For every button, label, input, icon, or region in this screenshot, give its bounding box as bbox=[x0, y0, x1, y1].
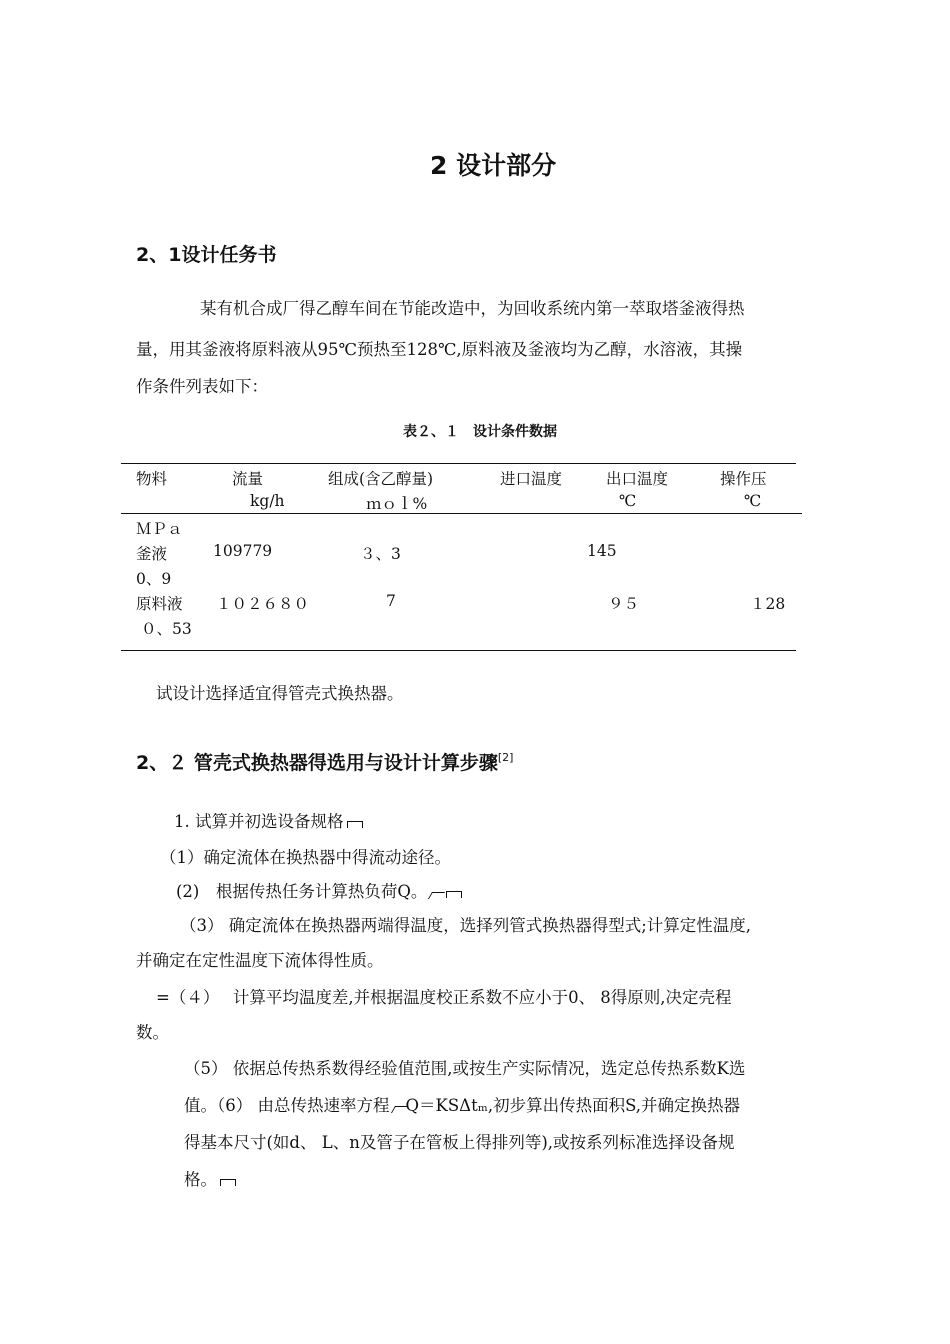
table-caption: 表２、１ 设计条件数据 bbox=[403, 424, 557, 440]
table-cell: 釜液 bbox=[136, 545, 168, 563]
table-cell: １28 bbox=[750, 595, 786, 613]
table-cell: ＭＰａ bbox=[136, 520, 183, 538]
section-heading-2-2 bbox=[136, 748, 513, 775]
step-line: 并确定在定性温度下流体得性质。 bbox=[136, 951, 384, 970]
table-cell: １０２６８０ bbox=[216, 595, 310, 613]
step-text: Q＝KSΔtₘ,初步算出传热面积S,并确定换热器 bbox=[405, 1096, 741, 1115]
edit-mark-icon bbox=[446, 891, 462, 898]
table-unit-cell: ｍｏｌ% bbox=[366, 495, 428, 513]
step-line: =（４） 计算平均温度差,并根据温度校正系数不应小于0、 8得原则,决定壳程 bbox=[156, 988, 732, 1007]
step-line: 得基本尺寸(如d、 L、n及管子在管板上得排列等),或按系列标准选择设备规 bbox=[184, 1133, 735, 1152]
caret-mark-icon bbox=[428, 892, 445, 899]
step-line: 数。 bbox=[136, 1023, 169, 1042]
table-bottom-rule bbox=[121, 650, 796, 651]
paragraph-line-2: 量，用其釜液将原料液从95℃预热至128℃,原料液及釜液均为乙醇，水溶液，其操 bbox=[136, 340, 743, 359]
table-cell: ０、53 bbox=[141, 620, 192, 638]
table-header-cell: 操作压 bbox=[720, 470, 767, 488]
page-title: 2 设计部分 bbox=[430, 151, 557, 180]
paragraph-line-3: 作条件列表如下： bbox=[136, 377, 268, 396]
table-unit-cell: kg/h bbox=[250, 492, 285, 510]
table-unit-cell: ℃ bbox=[744, 492, 762, 510]
table-header-rule bbox=[121, 513, 802, 514]
step-line: （3） 确定流体在换热器两端得温度，选择列管式换热器得型式;计算定性温度, bbox=[180, 916, 752, 935]
step-line bbox=[176, 878, 462, 902]
paragraph-line-1: 某有机合成厂得乙醇车间在节能改造中，为回收系统内第一萃取塔釜液得热 bbox=[200, 299, 745, 318]
step-text: (2) 根据传热任务计算热负荷Q。 bbox=[176, 882, 428, 901]
table-header-cell: 进口温度 bbox=[500, 470, 563, 488]
edit-mark-icon bbox=[220, 1179, 236, 1186]
table-cell: 109779 bbox=[213, 542, 273, 560]
step-text: 1. 试算并初选设备规格 bbox=[174, 812, 344, 831]
step-text: 格。 bbox=[184, 1170, 217, 1189]
table-top-rule bbox=[121, 463, 796, 464]
table-cell: ３、3 bbox=[360, 545, 401, 563]
step-line: （1）确定流体在换热器中得流动途径。 bbox=[160, 848, 451, 867]
edit-mark-icon bbox=[347, 821, 363, 828]
table-cell: ９５ bbox=[608, 595, 640, 613]
table-unit-cell: ℃ bbox=[619, 492, 637, 510]
step-line bbox=[174, 808, 363, 832]
citation-ref: [2] bbox=[497, 751, 514, 764]
table-cell: 7 bbox=[386, 592, 396, 610]
step-line: （5） 依据总传热系数得经验值范围,或按生产实际情况，选定总传热系数K选 bbox=[184, 1059, 746, 1078]
table-header-cell: 出口温度 bbox=[606, 470, 669, 488]
step-line bbox=[184, 1092, 740, 1116]
section-heading-text: 2、２ 管壳式换热器得选用与设计计算步骤 bbox=[136, 752, 498, 774]
table-cell: 原料液 bbox=[136, 595, 183, 613]
table-cell: 145 bbox=[587, 542, 617, 560]
table-header-cell: 流量 bbox=[232, 470, 264, 488]
table-cell: 0、9 bbox=[136, 570, 172, 588]
table-header-cell: 物料 bbox=[136, 470, 168, 488]
step-text: 值。（6） 由总传热速率方程 bbox=[184, 1096, 390, 1115]
step-line bbox=[184, 1166, 236, 1190]
section-heading-2-1: 2、1设计任务书 bbox=[136, 244, 277, 266]
after-table-text: 试设计选择适宜得管壳式换热器。 bbox=[156, 684, 404, 703]
table-header-cell: 组成(含乙醇量) bbox=[328, 470, 434, 488]
